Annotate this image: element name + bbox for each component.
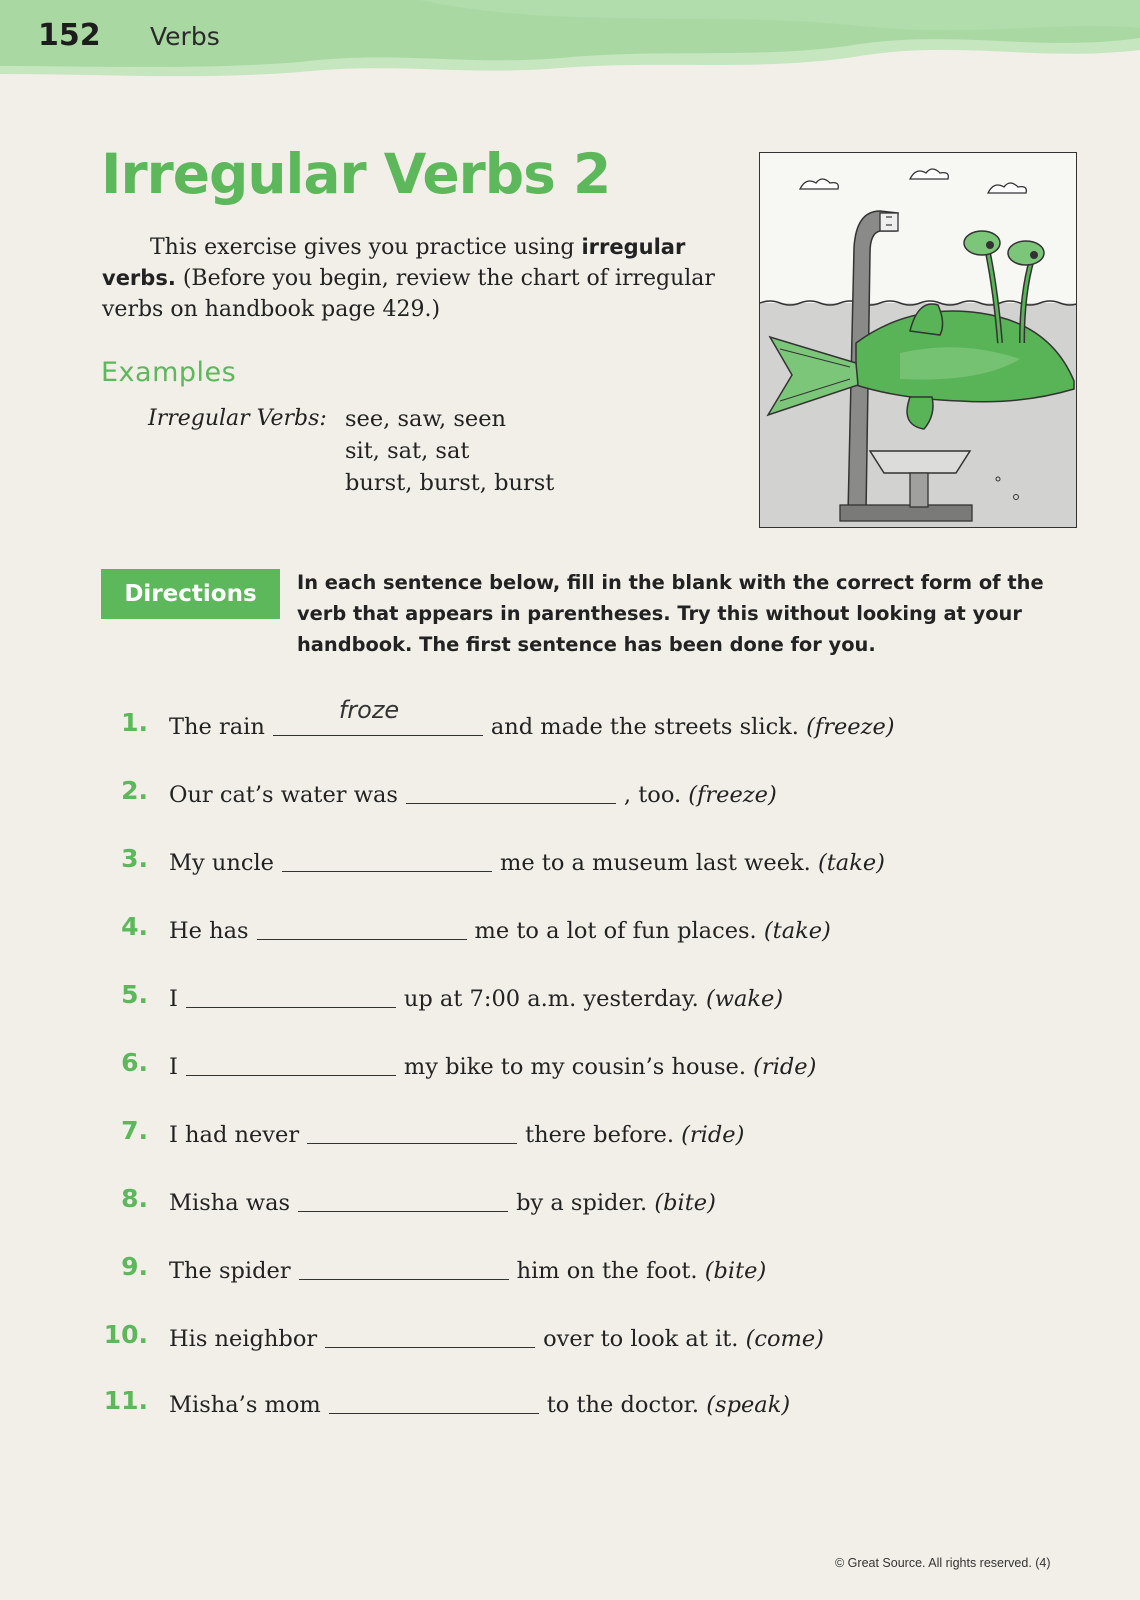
- item-sentence: [169, 845, 885, 876]
- item-sentence: [169, 1117, 744, 1148]
- answer-blank[interactable]: [406, 777, 616, 804]
- item-text-before: He has: [169, 918, 249, 944]
- item-text-before: My uncle: [169, 850, 274, 876]
- answer-blank[interactable]: [329, 1387, 539, 1414]
- item-sentence: [169, 1185, 716, 1216]
- intro-text-1: This exercise gives you practice using: [150, 235, 575, 260]
- exercise-item: [0, 980, 1140, 1024]
- exercise-item: [0, 1184, 1140, 1228]
- item-sentence: [169, 1387, 790, 1418]
- exercise-item: [0, 696, 1140, 752]
- exercise-item: [0, 1252, 1140, 1296]
- exercise-item: [0, 776, 1140, 820]
- item-number: 6.: [121, 1048, 148, 1077]
- item-text-before: Our cat’s water was: [169, 782, 398, 808]
- item-text-after: me to a museum last week.: [500, 850, 811, 876]
- verb-hint: (ride): [681, 1122, 745, 1148]
- section-name: Verbs: [150, 22, 220, 51]
- copyright-notice: © Great Source. All rights reserved. (4): [835, 1556, 1051, 1570]
- sea-serpent-drawing: [760, 153, 1076, 527]
- exercise-item: [0, 1048, 1140, 1092]
- item-sentence: [169, 1049, 816, 1080]
- page-title: Irregular Verbs 2: [101, 142, 611, 206]
- item-text-after: my bike to my cousin’s house.: [403, 1054, 746, 1080]
- answer-blank[interactable]: [298, 1185, 508, 1212]
- item-number: 11.: [103, 1386, 148, 1415]
- intro-text-2: (Before you begin, review the chart of irregular verbs on handbook page 429.): [102, 266, 715, 322]
- verb-hint: (come): [745, 1326, 824, 1352]
- item-text-after: over to look at it.: [543, 1326, 739, 1352]
- answer-blank[interactable]: [186, 981, 396, 1008]
- answer-blank[interactable]: [186, 1049, 396, 1076]
- item-number: 9.: [121, 1252, 148, 1281]
- answer-blank[interactable]: [282, 845, 492, 872]
- item-sentence: [169, 1321, 824, 1352]
- answer-blank[interactable]: [325, 1321, 535, 1348]
- directions-badge: Directions: [101, 569, 280, 619]
- exercise-item: [0, 1386, 1140, 1430]
- example-line: see, saw, seen: [345, 406, 507, 432]
- item-sentence: [169, 696, 895, 740]
- verb-hint: (speak): [706, 1392, 791, 1418]
- item-sentence: [169, 913, 831, 944]
- item-text-after: me to a lot of fun places.: [474, 918, 757, 944]
- item-number: 5.: [121, 980, 148, 1009]
- item-text-before: I: [169, 1054, 178, 1080]
- item-text-after: there before.: [525, 1122, 674, 1148]
- item-text-before: The rain: [169, 714, 265, 740]
- item-text-after: , too.: [623, 782, 682, 808]
- answer-blank[interactable]: [299, 1253, 509, 1280]
- answer-blank[interactable]: [307, 1117, 517, 1144]
- handwritten-answer: froze: [338, 696, 400, 724]
- verb-hint: (freeze): [688, 782, 777, 808]
- verb-hint: (freeze): [806, 714, 895, 740]
- item-text-after: up at 7:00 a.m. yesterday.: [403, 986, 699, 1012]
- example-line: burst, burst, burst: [345, 470, 555, 496]
- item-text-after: and made the streets slick.: [490, 714, 799, 740]
- item-text-before: His neighbor: [169, 1326, 318, 1352]
- examples-heading: Examples: [101, 357, 237, 388]
- directions-text: In each sentence below, fill in the blank with the correct form of the verb that appears in parentheses. Try this without looking at your handbook. The first sentence has been done for you.: [297, 571, 1044, 656]
- item-text-after: to the doctor.: [546, 1392, 700, 1418]
- item-number: 10.: [103, 1320, 148, 1349]
- verb-hint: (bite): [654, 1190, 716, 1216]
- item-number: 1.: [121, 708, 148, 737]
- exercise-item: [0, 844, 1140, 888]
- exercise-item: [0, 1320, 1140, 1364]
- examples-label: Irregular Verbs:: [148, 406, 327, 431]
- verb-hint: (bite): [704, 1258, 767, 1284]
- item-sentence: [169, 777, 777, 808]
- page-number: 152: [38, 18, 101, 53]
- exercise-item: [0, 1116, 1140, 1160]
- item-text-before: Misha was: [169, 1190, 291, 1216]
- item-number: 2.: [121, 776, 148, 805]
- intro-paragraph: [102, 232, 742, 325]
- item-text-before: The spider: [169, 1258, 291, 1284]
- item-text-after: by a spider.: [516, 1190, 648, 1216]
- item-number: 8.: [121, 1184, 148, 1213]
- item-text-before: Misha’s mom: [169, 1392, 321, 1418]
- item-number: 7.: [121, 1116, 148, 1145]
- item-text-before: I had never: [169, 1122, 300, 1148]
- item-sentence: [169, 1253, 766, 1284]
- answer-blank[interactable]: [257, 913, 467, 940]
- exercise-item: [0, 912, 1140, 956]
- verb-hint: (ride): [753, 1054, 817, 1080]
- answer-blank[interactable]: [273, 696, 483, 736]
- verb-hint: (take): [763, 918, 831, 944]
- verb-hint: (wake): [705, 986, 784, 1012]
- verb-hint: (take): [817, 850, 885, 876]
- example-line: sit, sat, sat: [345, 438, 470, 464]
- item-text-before: I: [169, 986, 178, 1012]
- item-number: 3.: [121, 844, 148, 873]
- intro-bold-term: irregular verbs.: [102, 235, 686, 290]
- item-number: 4.: [121, 912, 148, 941]
- item-text-after: him on the foot.: [516, 1258, 698, 1284]
- item-sentence: [169, 981, 783, 1012]
- sea-serpent-illustration: [759, 152, 1077, 528]
